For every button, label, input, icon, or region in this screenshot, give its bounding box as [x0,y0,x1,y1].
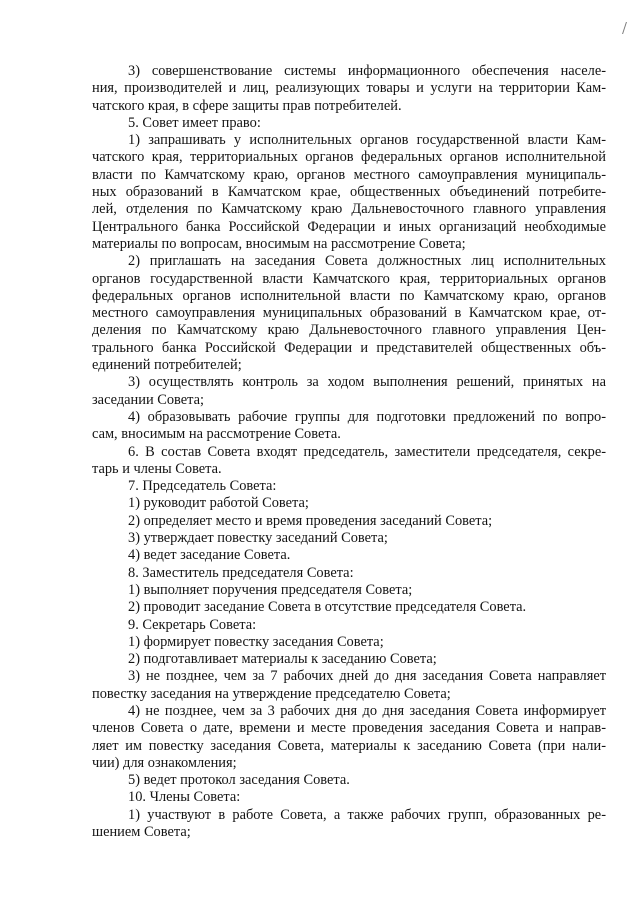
text-line: сам, вносимым на рассмотрение Совета. [92,426,341,443]
text-line: 3) не позднее, чем за 7 рабочих дней до дня заседания Совета направляет [128,668,606,685]
text-line: материалы по вопросам, вносимым на рассмотрение Совета; [92,235,466,252]
text-line: 2) приглашать на заседания Совета должностных лиц исполнительных [128,253,606,270]
text-line: Центрального банка Российской Федерации и иных организаций необходимые [92,218,606,235]
text-line: местного самоуправления муниципальных образований в Камчатском крае, от- [92,305,606,322]
text-line: 8. Заместитель председателя Совета: [128,564,354,581]
text-line: тарь и члены Совета. [92,460,222,477]
text-line: 1) выполняет поручения председателя Совета; [128,581,413,598]
text-line: 1) запрашивать у исполнительных органов государственной власти Кам- [128,132,606,149]
text-line: ляет им повестку заседания Совета, материалы к заседанию Совета (при нали- [92,737,606,754]
text-line: 5) ведет протокол заседания Совета. [128,772,350,789]
text-line: федеральных органов исполнительной власти по Камчатскому краю, органов [92,287,606,304]
text-line: деления по Камчатскому краю Дальневосточного главного управления Цен- [92,322,606,339]
text-line: 2) определяет место и время проведения заседаний Совета; [128,512,493,529]
text-line: 1) участвуют в работе Совета, а также рабочих групп, образованных ре- [128,806,606,823]
text-line: лей, отделения по Камчатскому краю Дальневосточного главного управления [92,201,606,218]
text-line: 3) осуществлять контроль за ходом выполнения решений, принятых на [128,374,606,391]
text-line: членов Совета о дате, времени и месте проведения заседания Совета и направ- [92,720,606,737]
text-line: 1) формирует повестку заседания Совета; [128,633,384,650]
text-line: 10. Члены Совета: [128,789,241,806]
text-line: единений потребителей; [92,357,242,374]
text-line: власти по Камчатскому краю, органов местного самоуправления муниципаль- [92,166,606,183]
text-line: чии) для ознакомления; [92,754,237,771]
text-line: повестку заседания на утверждение председателю Совета; [92,685,451,702]
text-line: 2) проводит заседание Совета в отсутствие председателя Совета. [128,599,527,616]
text-line: ния, производителей и лиц, реализующих товары и услуги на территории Кам- [92,80,606,97]
text-line: шением Совета; [92,824,191,841]
text-line: заседании Совета; [92,391,204,408]
text-line: органов государственной власти Камчатского края, территориальных органов [92,270,606,287]
text-line: чатского края, территориальных органов федеральных органов исполнительной [92,149,606,166]
text-line: 4) образовывать рабочие группы для подготовки предложений по вопро- [128,408,606,425]
text-line: чатского края, в сфере защиты прав потребителей. [92,97,402,114]
text-line: ных образований в Камчатском крае, общественных объединений потребите- [92,184,606,201]
document-body [92,63,606,841]
text-line: 2) подготавливает материалы к заседанию Совета; [128,651,437,668]
text-line: 4) не позднее, чем за 3 рабочих дня до дня заседания Совета информирует [128,702,606,719]
text-line: 1) руководит работой Совета; [128,495,309,512]
text-line: трального банка Российской Федерации и представителей общественных объ- [92,339,606,356]
text-line: 5. Совет имеет право: [128,114,261,131]
text-line: 3) утверждает повестку заседаний Совета; [128,530,388,547]
text-line: 6. В состав Совета входят председатель, заместители председателя, секре- [128,443,606,460]
text-line: 7. Председатель Совета: [128,478,277,495]
text-line: 4) ведет заседание Совета. [128,547,291,564]
text-line: 9. Секретарь Совета: [128,616,257,633]
scan-mark [622,22,635,34]
text-line: 3) совершенствование системы информационного обеспечения населе- [128,63,606,79]
